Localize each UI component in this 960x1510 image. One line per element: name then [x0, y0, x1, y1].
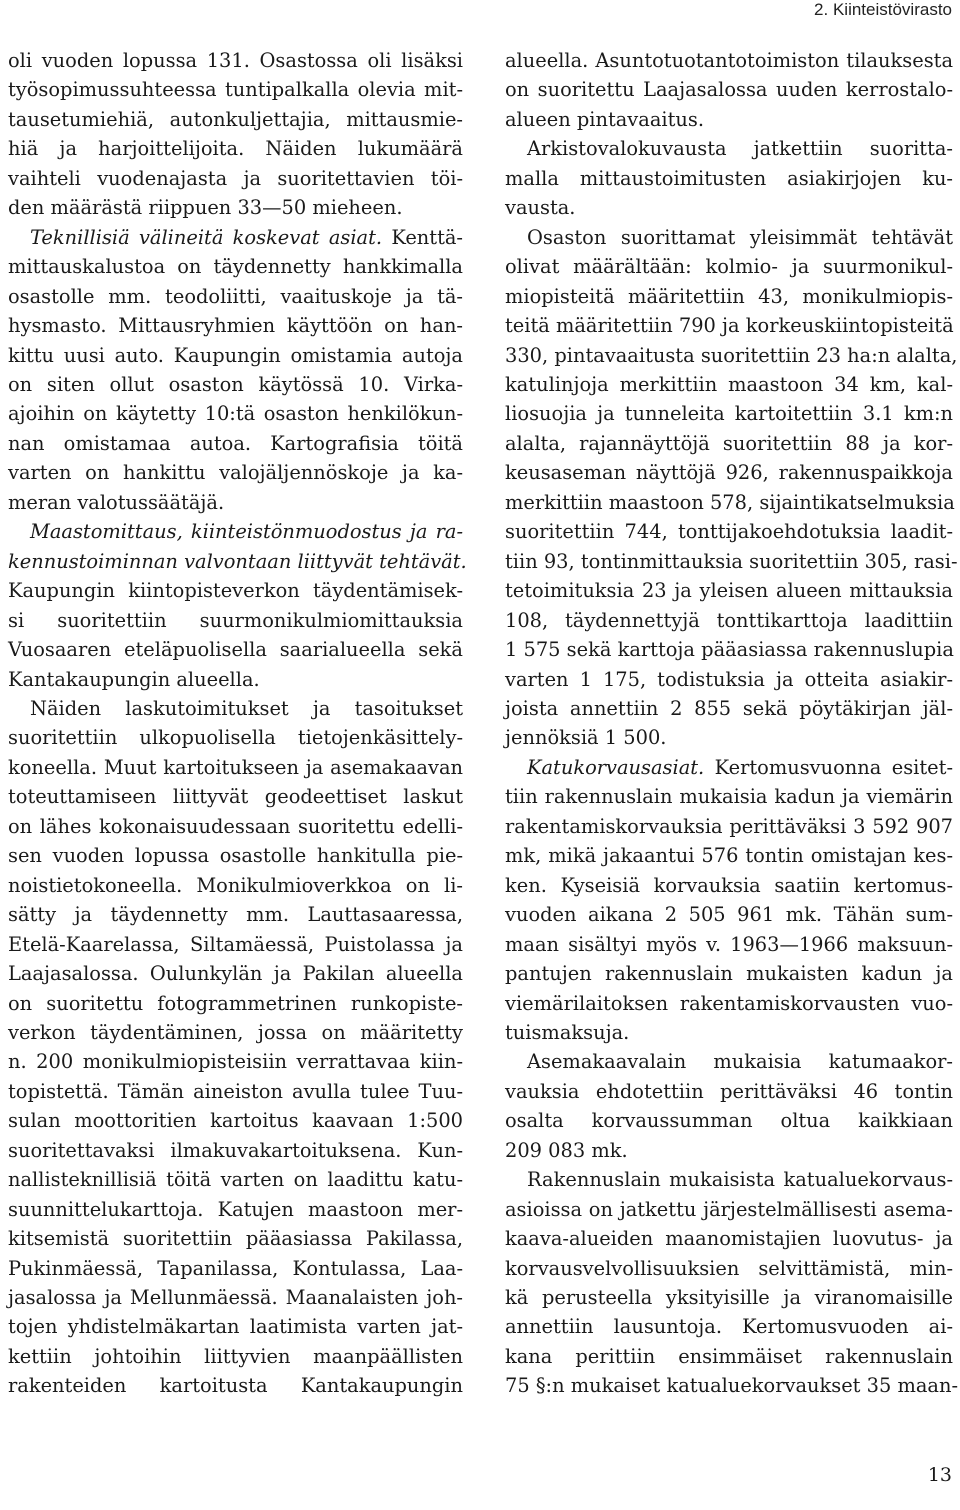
line-text: 330, pintavaaitusta suoritettiin 23 ha:n alalta, — [505, 343, 958, 367]
line-text: toteuttamiseen liittyvät geodeettiset laskut — [8, 785, 463, 809]
text-line — [505, 105, 953, 134]
text-line — [8, 841, 463, 870]
line-text: olivat määrältään: kolmio- ja suurmonikul- — [505, 255, 953, 279]
line-text: nan omistamaa autoa. Kartografisia töitä — [8, 431, 463, 455]
line-text: koneella. Muut kartoitukseen ja asemakaavan — [8, 755, 463, 779]
text-line — [505, 252, 953, 281]
line-text: sen vuoden lopussa osastolle hankitulla pie- — [8, 844, 463, 868]
italic-heading: Maastomittaus, kiinteistönmuodostus ja ra- — [30, 520, 463, 544]
line-text: 108, täydennettyjä tonttikarttoja laadittiin — [505, 608, 953, 632]
line-text: korvausvelvollisuuksien selvittämistä, min- — [505, 1256, 953, 1280]
line-text: keusaseman näyttöjä 926, rakennuspaikkoja — [505, 461, 953, 485]
line-text: alueella. Asuntotuotantotoimiston tilauksesta — [505, 49, 953, 72]
text-line — [8, 930, 463, 959]
line-text: suoritettiin ulkopuolisella tietojenkäsittely- — [8, 726, 463, 750]
page-number: 13 — [927, 1464, 952, 1486]
line-text: noistietokoneella. Monikulmioverkkoa on li- — [8, 873, 463, 897]
line-text: si suoritettiin suurmonikulmiomittauksia — [8, 608, 463, 632]
text-line — [8, 900, 463, 929]
text-line — [505, 1283, 953, 1312]
line-text: suunnittelukarttoja. Katujen maastoon mer- — [8, 1197, 463, 1221]
text-line — [505, 46, 953, 75]
text-line — [8, 341, 463, 370]
line-text: työsopimussuhteessa tuntipalkalla olevia mit- — [8, 78, 463, 102]
line-text: osastolle mm. teodoliitti, vaaituskoje ja tä- — [8, 284, 463, 308]
text-line — [8, 1371, 463, 1400]
italic-heading: Katukorvausasiat. — [527, 755, 705, 779]
line-text: vausta. — [505, 196, 576, 220]
text-line — [8, 517, 463, 546]
line-text: alueen pintavaaitus. — [505, 107, 704, 131]
text-line — [8, 488, 463, 517]
line-text: Osaston suorittamat yleisimmät tehtävät — [527, 225, 953, 249]
line-text: annettiin lausuntoja. Kertomusvuoden ai- — [505, 1315, 953, 1339]
line-text: rakenteiden kartoitusta Kantakaupungin — [8, 1374, 463, 1398]
line-text: Vuosaaren eteläpuolisella saarialueella sekä — [8, 638, 463, 662]
text-line — [8, 1254, 463, 1283]
text-line — [8, 723, 463, 752]
line-text: verkon täydentäminen, jossa on määritetty — [8, 1020, 463, 1044]
line-text: meran valotussäätäjä. — [8, 490, 225, 514]
line-text: Kenttä- — [382, 225, 463, 249]
line-text: tuismaksuja. — [505, 1020, 630, 1044]
line-text: kä perusteella yksityisille ja viranomaisille — [505, 1286, 953, 1310]
text-line — [505, 75, 953, 104]
text-line — [505, 1018, 953, 1047]
line-text: on lähes kokonaisuudessaan suoritettu edelli- — [8, 814, 463, 838]
line-text: asioissa on jatkettu järjestelmällisesti asema- — [505, 1197, 953, 1221]
text-line — [505, 223, 953, 252]
line-text: sätty ja täydennetty mm. Lauttasaaressa, — [8, 903, 463, 927]
text-line — [505, 1195, 953, 1224]
line-text: tiin 93, tontinmittauksia suoritettiin 305, rasi- — [505, 549, 958, 573]
text-line — [505, 753, 953, 782]
text-line — [8, 282, 463, 311]
line-text: suoritettavaksi ilmakuvakartoituksena. Kun- — [8, 1138, 463, 1162]
line-text: merkittiin maastoon 578, sijaintikatselmuksia — [505, 490, 955, 514]
line-text: viemärilaitoksen rakentamiskorvausten vuo- — [505, 991, 953, 1015]
text-line — [505, 782, 953, 811]
text-line — [505, 1136, 953, 1165]
line-text: pantujen rakennuslain mukaisten kadun ja — [505, 962, 953, 986]
line-text: kaava-alueiden maanomistajien luovutus- ja — [505, 1227, 953, 1251]
text-line — [8, 1342, 463, 1371]
line-text: topistettä. Tämän aineiston avulla tulee Tuu- — [8, 1079, 463, 1103]
line-text: den määrästä riippuen 33—50 mieheen. — [8, 196, 403, 220]
line-text: 75 §:n mukaiset katualuekorvaukset 35 maan- — [505, 1374, 959, 1398]
text-line — [505, 900, 953, 929]
text-line — [8, 105, 463, 134]
text-line — [505, 458, 953, 487]
text-line — [8, 782, 463, 811]
line-text: malla mittaustoimitusten asiakirjojen ku- — [505, 166, 953, 190]
text-line — [505, 1342, 953, 1371]
text-line — [505, 399, 953, 428]
line-text: varten 1 175, todistuksia ja otteita asiakir- — [505, 667, 953, 691]
text-line — [8, 164, 463, 193]
text-line — [8, 458, 463, 487]
text-line — [8, 547, 467, 576]
text-line — [505, 694, 953, 723]
line-text: mk, mikä jakaantui 576 tontin omistajan kes- — [505, 844, 953, 868]
text-line — [8, 1165, 463, 1194]
text-line — [8, 812, 463, 841]
text-line — [8, 1106, 463, 1135]
text-line — [505, 547, 958, 576]
text-line — [505, 311, 953, 340]
text-line — [8, 311, 463, 340]
text-line — [505, 1077, 953, 1106]
text-line — [505, 606, 953, 635]
line-text: osalta korvaussumman oltua kaikkiaan — [505, 1109, 953, 1133]
line-text: hysmasto. Mittausryhmien käyttöön on han- — [8, 314, 463, 338]
line-text: suoritettiin 744, tonttijakoehdotuksia laadit- — [505, 520, 953, 544]
line-text: on suoritettu Laajasalossa uuden kerrostalo- — [505, 78, 953, 102]
line-text: Asemakaavalain mukaisia katumaakor- — [527, 1050, 953, 1074]
line-text: oli vuoden lopussa 131. Osastossa oli lisäksi — [8, 49, 463, 72]
line-text: on siten ollut osaston käytössä 10. Virka- — [8, 372, 463, 396]
text-line — [505, 370, 953, 399]
line-text: ajoihin on käytetty 10:tä osaston henkilökun- — [8, 402, 463, 426]
line-text: tetoimituksia 23 ja yleisen alueen mittauksia — [505, 579, 953, 603]
line-text: vaihteli vuodenajasta ja suoritettavien töi- — [8, 166, 463, 190]
line-text: Rakennuslain mukaisista katualuekorvaus- — [527, 1168, 953, 1192]
line-text: tiin rakennuslain mukaisia kadun ja viemärin — [505, 785, 953, 809]
text-line — [505, 841, 953, 870]
line-text: miopisteitä määritettiin 43, monikulmiopis- — [505, 284, 953, 308]
text-line — [505, 1312, 953, 1341]
line-text: ken. Kyseisiä korvauksia saatiin kertomus- — [505, 873, 953, 897]
line-text: jennöksiä 1 500. — [505, 726, 667, 750]
text-line — [8, 134, 463, 163]
text-line — [505, 959, 953, 988]
text-line — [505, 576, 953, 605]
line-text: teitä määritettiin 790 ja korkeuskiintopisteitä — [505, 314, 954, 338]
line-text: n. 200 monikulmiopisteisiin verrattavaa kiin- — [8, 1050, 463, 1074]
text-line — [8, 1195, 463, 1224]
text-line — [8, 1047, 463, 1076]
text-line — [8, 399, 463, 428]
line-text: joista annettiin 2 855 sekä pöytäkirjan jäl- — [505, 696, 953, 720]
text-line — [505, 723, 953, 752]
line-text: Pukinmäessä, Tapanilassa, Kontulassa, Laa- — [8, 1256, 463, 1280]
line-text: Laajasalossa. Oulunkylän ja Pakilan alueella — [8, 962, 463, 986]
line-text: nallisteknillisiä töitä varten on laadittu katu- — [8, 1168, 463, 1192]
left-column — [8, 46, 467, 1401]
line-text: sulan moottoritien kartoitus kaavaan 1:500 — [8, 1109, 463, 1133]
text-line — [505, 488, 953, 517]
text-line — [505, 193, 953, 222]
text-line — [8, 1312, 463, 1341]
text-line — [8, 753, 463, 782]
line-text: 1 575 sekä karttoja pääasiassa rakennuslupia — [505, 638, 954, 662]
text-line — [505, 134, 953, 163]
line-text: 209 083 mk. — [505, 1138, 628, 1162]
text-line — [8, 606, 463, 635]
text-line — [505, 1047, 953, 1076]
line-text: liosuojia ja tunneleita kartoitettiin 3.1 km:n — [505, 402, 953, 426]
text-line — [8, 1018, 463, 1047]
text-line — [505, 812, 953, 841]
line-text: hiä ja harjoittelijoita. Näiden lukumäärä — [8, 137, 463, 161]
line-text: Kertomusvuonna esitet- — [704, 755, 953, 779]
line-text: varten on hankittu valojäljennöskoje ja ka- — [8, 461, 463, 485]
text-line — [505, 665, 953, 694]
line-text: Etelä-Kaarelassa, Siltamäessä, Puistolassa ja — [8, 932, 463, 956]
text-line — [8, 635, 463, 664]
text-line — [505, 635, 953, 664]
text-line — [8, 252, 463, 281]
right-column — [505, 46, 959, 1401]
text-line — [505, 871, 953, 900]
line-text: on suoritettu fotogrammetrinen runkopiste- — [8, 991, 463, 1015]
text-line — [505, 1254, 953, 1283]
italic-heading: kennustoiminnan valvontaan liittyvät tehtävät. — [8, 549, 467, 573]
text-line — [8, 665, 463, 694]
text-line — [505, 341, 958, 370]
text-line — [505, 282, 953, 311]
line-text: vauksia ehdotettiin perittäväksi 46 tontin — [505, 1079, 953, 1103]
line-text: kettiin johtoihin liittyvien maanpäällisten — [8, 1344, 463, 1368]
text-line — [8, 1136, 463, 1165]
line-text: rakentamiskorvauksia perittäväksi 3 592 907 — [505, 814, 953, 838]
line-text: kitsemistä suoritettiin pääasiassa Pakilassa, — [8, 1227, 463, 1251]
text-line — [505, 1165, 953, 1194]
text-line — [505, 1224, 953, 1253]
text-line — [8, 429, 463, 458]
text-line — [505, 164, 953, 193]
text-line — [505, 1106, 953, 1135]
line-text: tojen yhdistelmäkartan laatimista varten jat- — [8, 1315, 463, 1339]
italic-heading: Teknillisiä välineitä koskevat asiat. — [30, 225, 383, 249]
line-text: vuoden aikana 2 505 961 mk. Tähän sum- — [505, 903, 953, 927]
text-line — [505, 1371, 959, 1400]
line-text: maan sisältyi myös v. 1963—1966 maksuun- — [505, 932, 953, 956]
line-text: Arkistovalokuvausta jatkettiin suoritta- — [527, 137, 953, 161]
line-text: kittu uusi auto. Kaupungin omistamia autoja — [8, 343, 463, 367]
text-line — [8, 694, 463, 723]
text-line — [8, 1283, 463, 1312]
line-text: mittauskalustoa on täydennetty hankkimalla — [8, 255, 463, 279]
line-text: kana perittiin ensimmäiset rakennuslain — [505, 1344, 953, 1368]
line-text: katulinjoja merkittiin maastoon 34 km, kal- — [505, 372, 953, 396]
text-line — [8, 1224, 463, 1253]
text-line — [8, 46, 463, 75]
text-line — [505, 989, 953, 1018]
text-line — [8, 871, 463, 900]
text-line — [8, 576, 463, 605]
text-line — [505, 429, 953, 458]
line-text: alalta, rajannäyttöjä suoritettiin 88 ja kor- — [505, 431, 953, 455]
line-text: Näiden laskutoimitukset ja tasoitukset — [30, 696, 463, 720]
text-line — [8, 223, 463, 252]
line-text: Kaupungin kiintopisteverkon täydentämisek- — [8, 579, 463, 603]
line-text: jasalossa ja Mellunmäessä. Maanalaisten joh- — [8, 1286, 463, 1310]
text-line — [8, 370, 463, 399]
text-line — [505, 517, 953, 546]
text-line — [8, 193, 463, 222]
text-line — [8, 959, 463, 988]
line-text: Kantakaupungin alueella. — [8, 667, 260, 691]
running-header: 2. Kiinteistövirasto — [814, 0, 952, 19]
line-text: tausetumiehiä, autonkuljettajia, mittausmie- — [8, 107, 463, 131]
text-line — [8, 1077, 463, 1106]
text-line — [8, 75, 463, 104]
text-line — [505, 930, 953, 959]
text-line — [8, 989, 463, 1018]
